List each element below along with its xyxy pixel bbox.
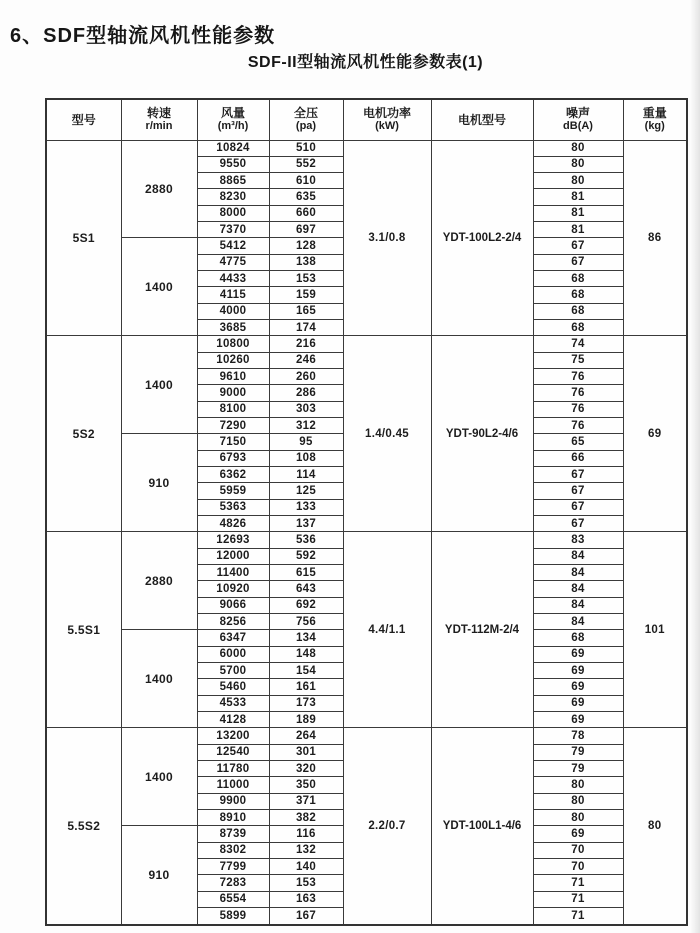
header-motor-label: 电机型号 [457,112,506,127]
pressure-cell: 128 [269,238,343,254]
speed-cell: 910 [121,434,197,532]
airflow-cell: 13200 [197,728,269,744]
airflow-cell: 7283 [197,875,269,891]
noise-cell: 68 [533,271,623,287]
airflow-cell: 5959 [197,483,269,499]
noise-cell: 84 [533,548,623,564]
noise-cell: 71 [533,891,623,907]
airflow-cell: 4000 [197,303,269,319]
airflow-cell: 8256 [197,614,269,630]
header-weight-label: 重量 [642,106,667,121]
header-speed-label: 转速 [146,106,171,121]
noise-cell: 84 [533,581,623,597]
pressure-cell: 610 [269,173,343,189]
airflow-cell: 8865 [197,173,269,189]
noise-cell: 81 [533,222,623,238]
pressure-cell: 697 [269,222,343,238]
airflow-cell: 5460 [197,679,269,695]
airflow-cell: 8302 [197,842,269,858]
header-airflow [197,99,269,140]
pressure-cell: 371 [269,793,343,809]
noise-cell: 76 [533,418,623,434]
noise-cell: 81 [533,189,623,205]
pressure-cell: 140 [269,858,343,874]
noise-cell: 76 [533,401,623,417]
header-motor [431,99,533,140]
pressure-cell: 138 [269,254,343,270]
noise-cell: 68 [533,630,623,646]
pressure-cell: 159 [269,287,343,303]
noise-cell: 80 [533,156,623,172]
weight-cell: 80 [623,728,687,925]
noise-cell: 81 [533,205,623,221]
pressure-cell: 153 [269,271,343,287]
header-airflow-unit: (m³/h) [217,120,249,133]
header-weight-unit: (kg) [644,120,665,133]
fan-performance-table [45,98,688,926]
pressure-cell: 536 [269,532,343,548]
airflow-cell: 7370 [197,222,269,238]
power-cell: 3.1/0.8 [343,140,431,336]
noise-cell: 67 [533,238,623,254]
pressure-cell: 125 [269,483,343,499]
pressure-cell: 165 [269,303,343,319]
noise-cell: 69 [533,711,623,727]
noise-cell: 76 [533,369,623,385]
airflow-cell: 6793 [197,450,269,466]
airflow-cell: 10824 [197,140,269,156]
pressure-cell: 615 [269,565,343,581]
airflow-cell: 8910 [197,809,269,825]
airflow-cell: 3685 [197,320,269,336]
header-model-label: 型号 [71,112,96,127]
pressure-cell: 173 [269,695,343,711]
noise-cell: 79 [533,744,623,760]
table-row [46,532,687,548]
pressure-cell: 756 [269,614,343,630]
airflow-cell: 10260 [197,352,269,368]
airflow-cell: 4826 [197,516,269,532]
speed-cell: 2880 [121,532,197,630]
airflow-cell: 12000 [197,548,269,564]
noise-cell: 67 [533,499,623,515]
pressure-cell: 116 [269,826,343,842]
airflow-cell: 4433 [197,271,269,287]
airflow-cell: 8739 [197,826,269,842]
pressure-cell: 108 [269,450,343,466]
header-airflow-label: 风量 [220,106,245,121]
pressure-cell: 643 [269,581,343,597]
airflow-cell: 4775 [197,254,269,270]
noise-cell: 79 [533,760,623,776]
airflow-cell: 4128 [197,711,269,727]
pressure-cell: 133 [269,499,343,515]
table-row [46,728,687,744]
model-cell: 5S1 [46,140,121,336]
noise-cell: 69 [533,695,623,711]
weight-cell: 101 [623,532,687,728]
noise-cell: 71 [533,875,623,891]
pressure-cell: 153 [269,875,343,891]
pressure-cell: 635 [269,189,343,205]
airflow-cell: 6362 [197,467,269,483]
pressure-cell: 154 [269,663,343,679]
noise-cell: 74 [533,336,623,352]
airflow-cell: 4115 [197,287,269,303]
airflow-cell: 11780 [197,760,269,776]
model-cell: 5.5S1 [46,532,121,728]
header-power-unit: (kW) [375,120,399,133]
header-noise-label: 噪声 [565,106,590,121]
header-speed-unit: r/min [145,120,173,133]
airflow-cell: 9610 [197,369,269,385]
motor-cell: YDT-112M-2/4 [431,532,533,728]
noise-cell: 75 [533,352,623,368]
page-title: 6、SDF型轴流风机性能参数 [10,25,276,48]
motor-cell: YDT-100L2-2/4 [431,140,533,336]
header-pressure-unit: (pa) [295,120,317,133]
pressure-cell: 260 [269,369,343,385]
noise-cell: 66 [533,450,623,466]
noise-cell: 69 [533,663,623,679]
pressure-cell: 592 [269,548,343,564]
pressure-cell: 320 [269,760,343,776]
table-body [46,140,687,925]
pressure-cell: 174 [269,320,343,336]
airflow-cell: 9000 [197,385,269,401]
speed-cell: 2880 [121,140,197,238]
header-speed [121,99,197,140]
airflow-cell: 10920 [197,581,269,597]
pressure-cell: 163 [269,891,343,907]
pressure-cell: 350 [269,777,343,793]
pressure-cell: 148 [269,646,343,662]
pressure-cell: 189 [269,711,343,727]
airflow-cell: 9066 [197,597,269,613]
airflow-cell: 11000 [197,777,269,793]
header-row [46,99,687,140]
airflow-cell: 4533 [197,695,269,711]
noise-cell: 67 [533,516,623,532]
weight-cell: 86 [623,140,687,336]
noise-cell: 71 [533,907,623,925]
power-cell: 4.4/1.1 [343,532,431,728]
noise-cell: 68 [533,303,623,319]
noise-cell: 83 [533,532,623,548]
scan-edge-shadow [690,0,700,933]
pressure-cell: 303 [269,401,343,417]
pressure-cell: 382 [269,809,343,825]
table-row [46,140,687,156]
model-cell: 5S2 [46,336,121,532]
power-cell: 2.2/0.7 [343,728,431,925]
noise-cell: 67 [533,483,623,499]
airflow-cell: 8230 [197,189,269,205]
speed-cell: 1400 [121,238,197,336]
airflow-cell: 5412 [197,238,269,254]
airflow-cell: 7799 [197,858,269,874]
header-pressure [269,99,343,140]
noise-cell: 84 [533,565,623,581]
pressure-cell: 552 [269,156,343,172]
airflow-cell: 7290 [197,418,269,434]
pressure-cell: 132 [269,842,343,858]
header-power-label: 电机功率 [362,106,411,121]
pressure-cell: 137 [269,516,343,532]
power-cell: 1.4/0.45 [343,336,431,532]
motor-cell: YDT-90L2-4/6 [431,336,533,532]
pressure-cell: 510 [269,140,343,156]
noise-cell: 69 [533,826,623,842]
airflow-cell: 12693 [197,532,269,548]
noise-cell: 78 [533,728,623,744]
pressure-cell: 114 [269,467,343,483]
airflow-cell: 6000 [197,646,269,662]
noise-cell: 65 [533,434,623,450]
pressure-cell: 264 [269,728,343,744]
airflow-cell: 8100 [197,401,269,417]
pressure-cell: 161 [269,679,343,695]
noise-cell: 70 [533,842,623,858]
airflow-cell: 6554 [197,891,269,907]
noise-cell: 76 [533,385,623,401]
speed-cell: 910 [121,826,197,925]
table-row [46,336,687,352]
speed-cell: 1400 [121,336,197,434]
pressure-cell: 660 [269,205,343,221]
noise-cell: 80 [533,173,623,189]
noise-cell: 68 [533,287,623,303]
airflow-cell: 8000 [197,205,269,221]
pressure-cell: 134 [269,630,343,646]
noise-cell: 80 [533,777,623,793]
noise-cell: 84 [533,614,623,630]
header-power [343,99,431,140]
pressure-cell: 692 [269,597,343,613]
pressure-cell: 246 [269,352,343,368]
header-model [46,99,121,140]
airflow-cell: 10800 [197,336,269,352]
pressure-cell: 95 [269,434,343,450]
noise-cell: 68 [533,320,623,336]
pressure-cell: 286 [269,385,343,401]
header-weight [623,99,687,140]
pressure-cell: 312 [269,418,343,434]
header-noise [533,99,623,140]
airflow-cell: 12540 [197,744,269,760]
noise-cell: 80 [533,793,623,809]
pressure-cell: 301 [269,744,343,760]
weight-cell: 69 [623,336,687,532]
airflow-cell: 5700 [197,663,269,679]
speed-cell: 1400 [121,630,197,728]
model-cell: 5.5S2 [46,728,121,925]
airflow-cell: 11400 [197,565,269,581]
header-noise-unit: dB(A) [563,120,593,133]
noise-cell: 80 [533,140,623,156]
noise-cell: 80 [533,809,623,825]
noise-cell: 84 [533,597,623,613]
noise-cell: 69 [533,646,623,662]
speed-cell: 1400 [121,728,197,826]
pressure-cell: 167 [269,907,343,925]
airflow-cell: 5899 [197,907,269,925]
table-title: SDF-II型轴流风机性能参数表(1) [247,54,484,71]
airflow-cell: 5363 [197,499,269,515]
noise-cell: 69 [533,679,623,695]
noise-cell: 67 [533,254,623,270]
noise-cell: 70 [533,858,623,874]
noise-cell: 67 [533,467,623,483]
header-pressure-label: 全压 [293,106,318,121]
airflow-cell: 6347 [197,630,269,646]
pressure-cell: 216 [269,336,343,352]
motor-cell: YDT-100L1-4/6 [431,728,533,925]
airflow-cell: 7150 [197,434,269,450]
airflow-cell: 9900 [197,793,269,809]
airflow-cell: 9550 [197,156,269,172]
